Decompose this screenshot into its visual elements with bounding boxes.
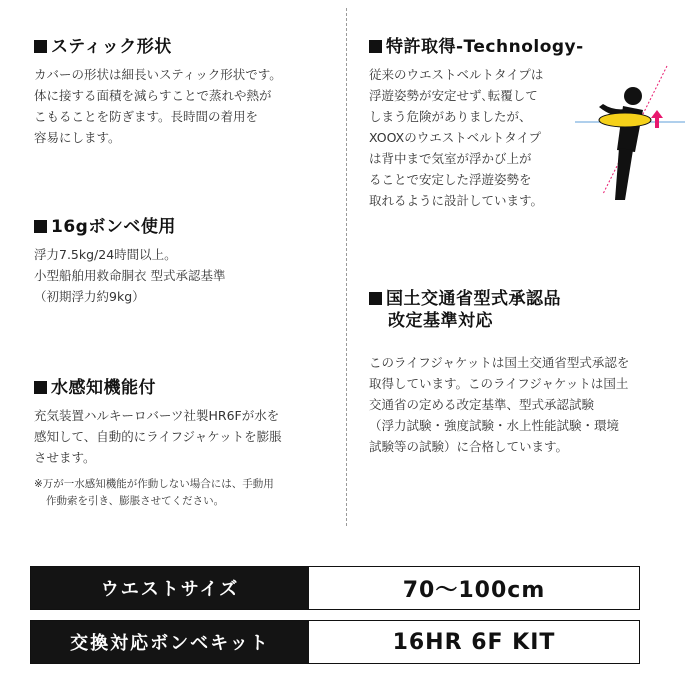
column-divider [346,8,347,526]
section-heading: スティック形状 [34,36,339,58]
head [624,87,642,105]
manual-note: ※万が一水感知機能が作動しない場合には、手動用 作動索を引き、膨脹させてください。 [34,478,274,507]
section-body: 浮力7.5kg/24時間以上。 小型船舶用救命胴衣 型式承認基準 （初期浮力約9kg） [34,247,226,304]
section-subheading: 改定基準対応 [388,311,493,331]
spec-label: 交換対応ボンベキット [31,621,309,663]
legs [615,148,633,200]
arrow-icon [651,110,663,128]
spec-row-kit [30,620,640,664]
section-body: カバーの形状は細長いスティック形状です。 体に接する面積を減らすことで蒸れや熱が こもることを防ぎます。長時間の着用を 容易にします。 [34,67,282,145]
square-bullet-icon [369,40,382,53]
spec-row-waist [30,566,640,610]
float-chamber [599,113,651,127]
section-heading: 国土交通省型式承認品 [369,288,689,310]
section-approval [369,288,689,457]
spec-label: ウエストサイズ [31,567,309,609]
square-bullet-icon [34,381,47,394]
square-bullet-icon [34,40,47,53]
section-body: 充気装置ハルキーロバーツ社製HR6Fが水を 感知して、自動的にライフジャケットを膨脹 させます。 [34,408,282,465]
floating-person-illustration [575,60,685,205]
square-bullet-icon [369,292,382,305]
section-heading: 16gボンベ使用 [34,216,339,238]
section-heading: 水感知機能付 [34,377,339,399]
section-heading: 特許取得-Technology- [369,36,684,58]
section-stick-shape [34,36,339,148]
spec-value: 16HR 6F KIT [392,629,556,655]
section-water-sensor [34,377,339,510]
section-body: 従来のウエストベルトタイプは 浮遊姿勢が安定せず､転覆して しまう危険がありましたが、 XOOXのウエストベルトタイプ は背中まで気室が浮かび上が ることで安定した浮遊姿勢を 取れるように設計しています。 [369,67,544,208]
section-body: このライフジャケットは国土交通省型式承認を 取得しています。このライフジャケットは国土 交通省の定める改定基準、型式承認試験 （浮力試験・強度試験・水上性能試験・環境 試験等の試験）に合格しています。 [369,355,630,454]
section-cylinder [34,216,339,307]
square-bullet-icon [34,220,47,233]
spec-value: 70〜100cm [402,577,546,603]
